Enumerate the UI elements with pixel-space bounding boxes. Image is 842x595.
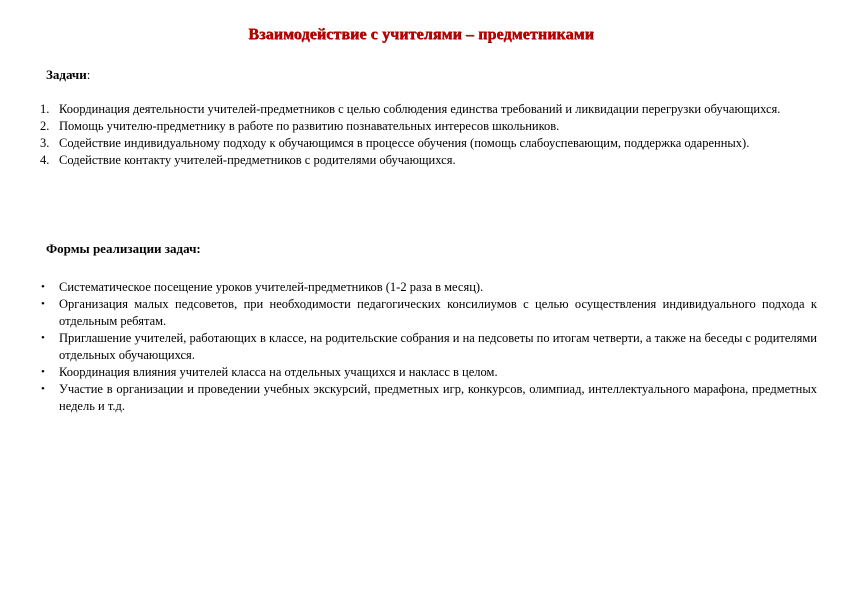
form-item (41, 296, 817, 330)
form-item (41, 330, 817, 364)
form-text: Систематическое посещение уроков учителей-предметников (1-2 раза в месяц). (59, 280, 484, 294)
form-text: Координация влияния учителей класса на отдельных учащихся и накласс в целом. (59, 365, 498, 379)
form-text: Приглашение учителей, работающих в классе, на родительские собрания и на педсоветы по итогам четверти, а также на беседы с родителями отдельных обучающихся. (59, 331, 817, 362)
bullet-icon: • (41, 281, 45, 293)
form-text: Участие в организации и проведении учебных экскурсий, предметных игр, конкурсов, олимпиад, интеллектуального марафона, предметных недель и т.д. (59, 382, 817, 413)
task-text: Координация деятельности учителей-предметников с целью соблюдения единства требований и ликвидации перегрузки обучающихся. (59, 102, 781, 116)
bullet-icon: • (41, 383, 45, 395)
task-item (40, 118, 817, 135)
page-title: Взаимодействие с учителями – предметниками (248, 26, 594, 43)
form-item (41, 279, 817, 296)
task-item (40, 135, 817, 152)
form-item (41, 381, 817, 415)
task-text: Содействие индивидуальному подходу к обучающимся в процессе обучения (помощь слабоуспевающим, поддержка одаренных). (59, 136, 750, 150)
tasks-heading-colon: : (86, 67, 91, 82)
task-number: 3. (40, 136, 50, 150)
task-number: 4. (40, 153, 50, 167)
forms-heading: Формы реализации задач: (46, 241, 201, 256)
task-text: Содействие контакту учителей-предметников с родителями обучающихся. (59, 153, 456, 167)
task-number: 1. (40, 102, 50, 116)
form-item (41, 364, 817, 381)
task-number: 2. (40, 119, 50, 133)
form-text: Организация малых педсоветов, при необходимости педагогических консилиумов с целью осуществления индивидуального подхода к отдельным ребятам. (59, 297, 817, 328)
bullet-icon: • (41, 298, 45, 310)
task-item (40, 152, 817, 169)
task-text: Помощь учителю-предметнику в работе по развитию познавательных интересов школьников. (59, 119, 560, 133)
bullet-icon: • (41, 332, 45, 344)
tasks-list (40, 101, 817, 169)
bullet-icon: • (41, 366, 45, 378)
tasks-heading-label: Задачи (46, 67, 87, 82)
forms-list (41, 279, 817, 415)
tasks-heading (46, 67, 90, 83)
task-item (40, 101, 817, 118)
